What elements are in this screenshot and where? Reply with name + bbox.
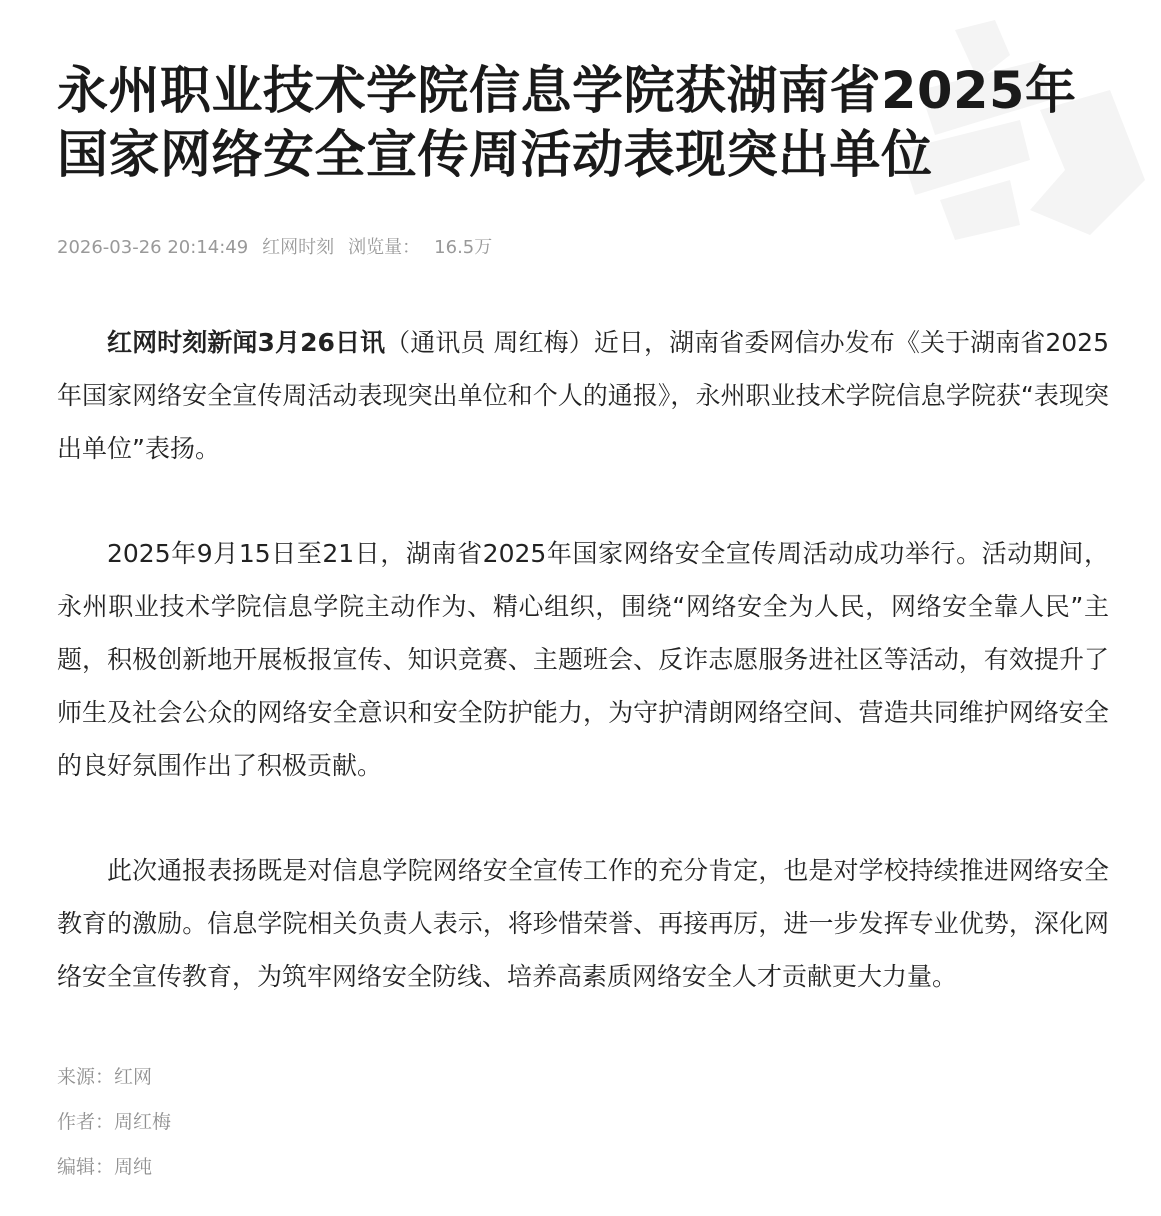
credit-editor: 编辑：周纯 [57, 1156, 153, 1178]
view-count-label: 浏览量： [348, 237, 421, 258]
article-credits [57, 1055, 1109, 1190]
article-meta [57, 236, 1109, 260]
view-count [348, 237, 492, 258]
credit-source: 来源：红网 [57, 1066, 153, 1088]
article-title: 永州职业技术学院信息学院获湖南省2025年国家网络安全宣传周活动表现突出单位 [57, 62, 1077, 185]
paragraph-1 [57, 316, 1109, 475]
paragraph-3: 此次通报表扬既是对信息学院网络安全宣传工作的充分肯定，也是对学校持续推进网络安全教育的激励。信息学院相关负责人表示，将珍惜荣誉、再接再厉，进一步发挥专业优势，深化网络安全宣传教育，为筑牢网络安全防线、培养高素质网络安全人才贡献更大力量。 [57, 856, 1109, 991]
view-count-value: 16.5万 [434, 237, 493, 258]
dateline: 红网时刻新闻3月26日讯 [107, 328, 386, 357]
paragraph-1-text: （通讯员 周红梅）近日，湖南省委网信办发布《关于湖南省2025年国家网络安全宣传周活动表现突出单位和个人的通报》，永州职业技术学院信息学院获“表现突出单位”表扬。 [57, 328, 1109, 463]
paragraph-2: 2025年9月15日至21日，湖南省2025年国家网络安全宣传周活动成功举行。活动期间，永州职业技术学院信息学院主动作为、精心组织，围绕“网络安全为人民，网络安全靠人民”主题，积极创新地开展板报宣传、知识竞赛、主题班会、反诈志愿服务进社区等活动，有效提升了师生及社会公众的网络安全意识和安全防护能力，为守护清朗网络空间、营造共同维护网络安全的良好氛围作出了积极贡献。 [57, 539, 1109, 780]
article [57, 60, 1109, 1190]
publish-datetime: 2026-03-26 20:14:49 [57, 237, 249, 258]
article-body [57, 316, 1109, 1003]
credit-author: 作者：周红梅 [57, 1111, 172, 1133]
source-label: 红网时刻 [262, 237, 335, 258]
